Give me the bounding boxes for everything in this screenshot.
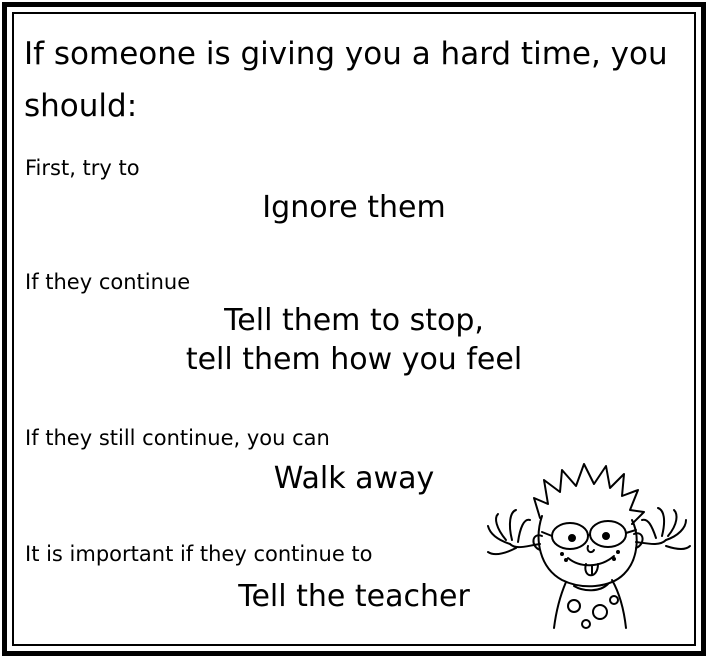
- step-3-action: Walk away: [273, 461, 435, 496]
- funny-face-child-illustration: [482, 440, 692, 630]
- step-4-lead: It is important if they continue to: [25, 542, 373, 566]
- step-2-action-line-2: tell them how you feel: [185, 342, 523, 377]
- step-2-lead: If they continue: [25, 270, 191, 294]
- step-3-lead: If they still continue, you can: [25, 426, 330, 450]
- step-1-action: Ignore them: [262, 190, 446, 225]
- step-4-action: Tell the teacher: [238, 579, 470, 614]
- step-1-lead: First, try to: [25, 156, 140, 180]
- poster-heading: If someone is giving you a hard time, you should:: [24, 36, 668, 124]
- step-2-action-line-1: Tell them to stop,: [224, 303, 484, 338]
